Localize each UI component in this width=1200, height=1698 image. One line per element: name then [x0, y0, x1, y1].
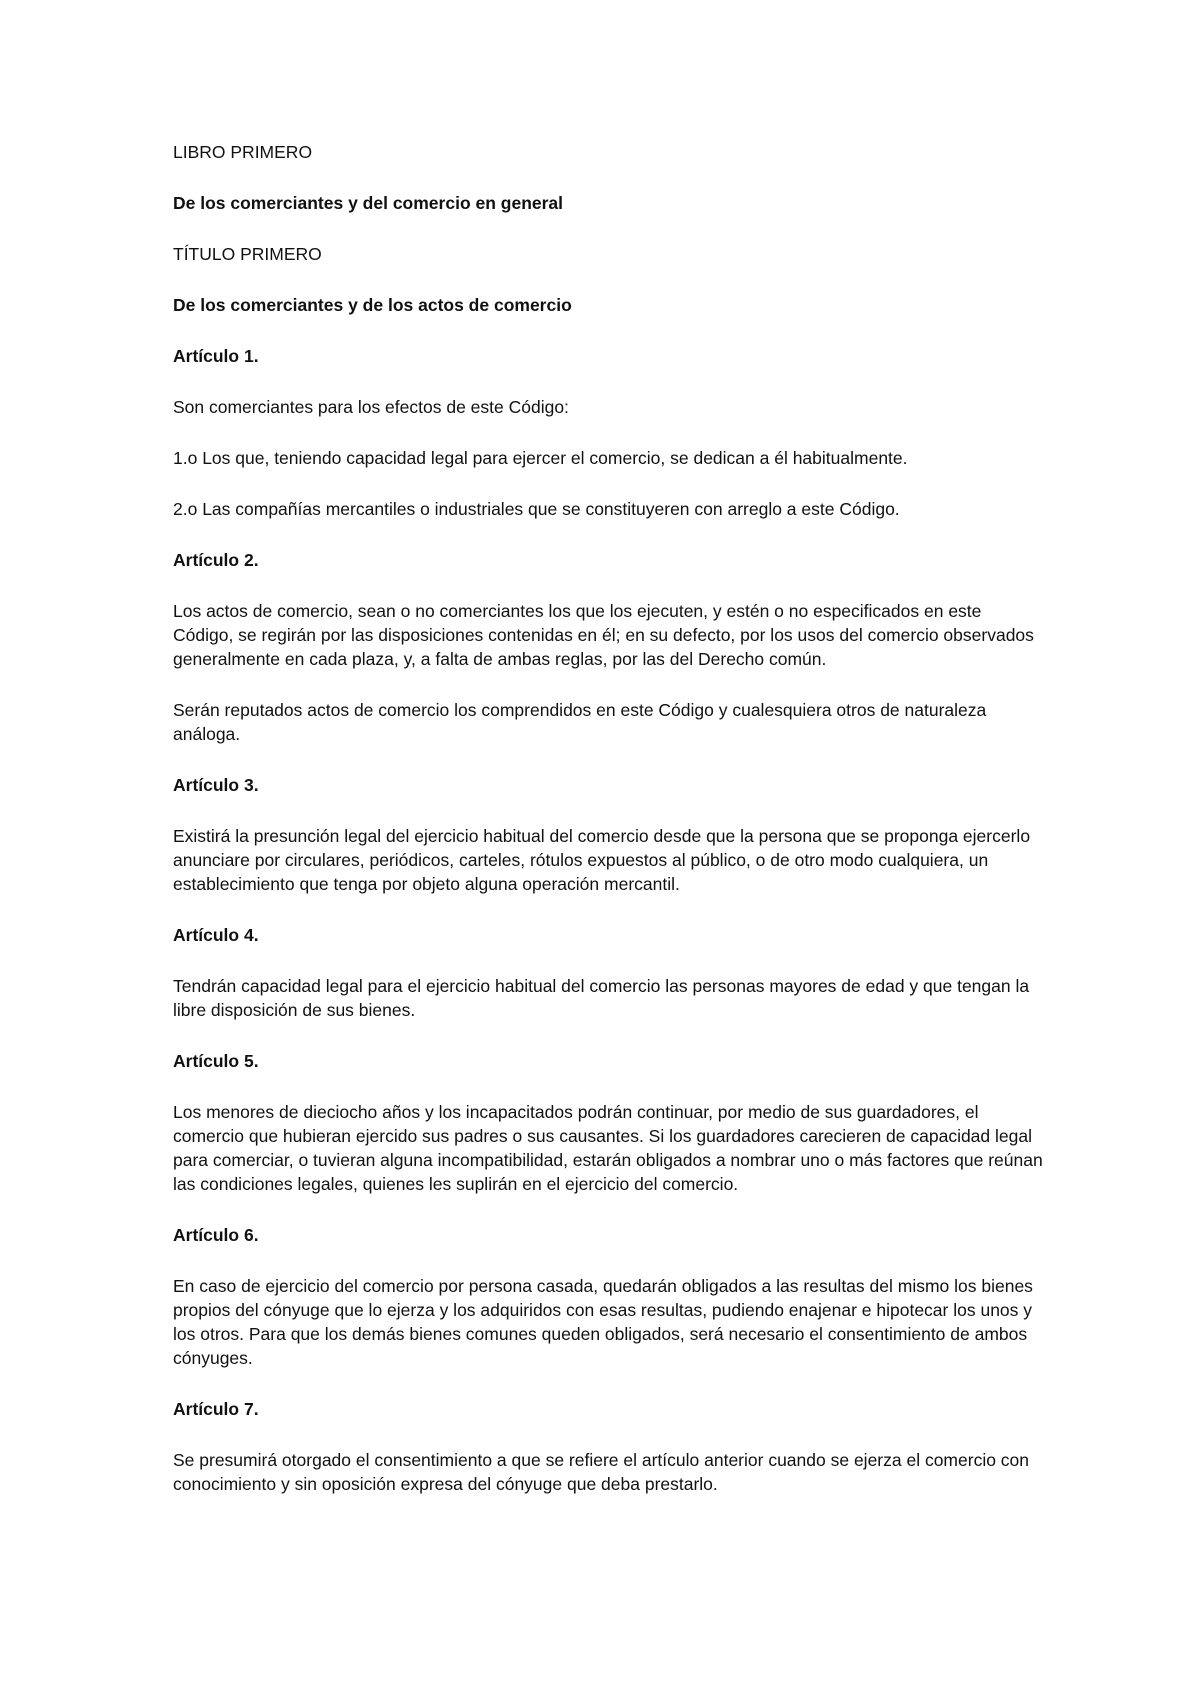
document-page [173, 140, 1043, 1523]
book-label: LIBRO PRIMERO [173, 142, 313, 162]
article-6-paragraph-1: En caso de ejercicio del comercio por persona casada, quedarán obligados a las resultas del mismo los bienes propios del cónyuge que lo ejerza y los adquiridos con esas resultas, pudiendo enajenar e hipotecar los unos y los otros. Para que los demás bienes comunes queden obligados, será necesario el consentimiento de ambos cónyuges. [173, 1276, 1033, 1368]
article-3-heading: Artículo 3. [173, 775, 259, 795]
article-4-heading: Artículo 4. [173, 925, 259, 945]
title-title: De los comerciantes y de los actos de comercio [173, 295, 572, 315]
title-label: TÍTULO PRIMERO [173, 244, 322, 264]
article-1-paragraph-2: 1.o Los que, teniendo capacidad legal para ejercer el comercio, se dedican a él habitualmente. [173, 448, 908, 468]
article-2-heading: Artículo 2. [173, 550, 259, 570]
article-7-heading: Artículo 7. [173, 1399, 259, 1419]
article-3-paragraph-1: Existirá la presunción legal del ejercicio habitual del comercio desde que la persona que se proponga ejercerlo anunciare por circulares, periódicos, carteles, rótulos expuestos al público, o de otro modo cualquiera, un establecimiento que tenga por objeto alguna operación mercantil. [173, 826, 1031, 894]
article-5-heading: Artículo 5. [173, 1051, 259, 1071]
book-title: De los comerciantes y del comercio en general [173, 193, 564, 213]
article-7-paragraph-1: Se presumirá otorgado el consentimiento a que se refiere el artículo anterior cuando se ejerza el comercio con conocimiento y sin oposición expresa del cónyuge que deba prestarlo. [173, 1450, 1030, 1494]
article-1-heading: Artículo 1. [173, 346, 259, 366]
article-1-paragraph-3: 2.o Las compañías mercantiles o industriales que se constituyeren con arreglo a este Código. [173, 499, 900, 519]
article-6-heading: Artículo 6. [173, 1225, 259, 1245]
article-1-paragraph-1: Son comerciantes para los efectos de este Código: [173, 397, 569, 417]
article-4-paragraph-1: Tendrán capacidad legal para el ejercicio habitual del comercio las personas mayores de edad y que tengan la libre disposición de sus bienes. [173, 976, 1030, 1020]
article-5-paragraph-1: Los menores de dieciocho años y los incapacitados podrán continuar, por medio de sus guardadores, el comercio que hubieran ejercido sus padres o sus causantes. Si los guardadores carecieren de capacidad legal para comerciar, o tuvieran alguna incompatibilidad, estarán obligados a nombrar uno o más factores que reúnan las condiciones legales, quienes les suplirán en el ejercicio del comercio. [173, 1102, 1043, 1194]
article-2-paragraph-1: Los actos de comercio, sean o no comerciantes los que los ejecuten, y estén o no especificados en este Código, se regirán por las disposiciones contenidas en él; en su defecto, por los usos del comercio observados generalmente en cada plaza, y, a falta de ambas reglas, por las del Derecho común. [173, 601, 1034, 669]
article-2-paragraph-2: Serán reputados actos de comercio los comprendidos en este Código y cualesquiera otros de naturaleza análoga. [173, 700, 987, 744]
